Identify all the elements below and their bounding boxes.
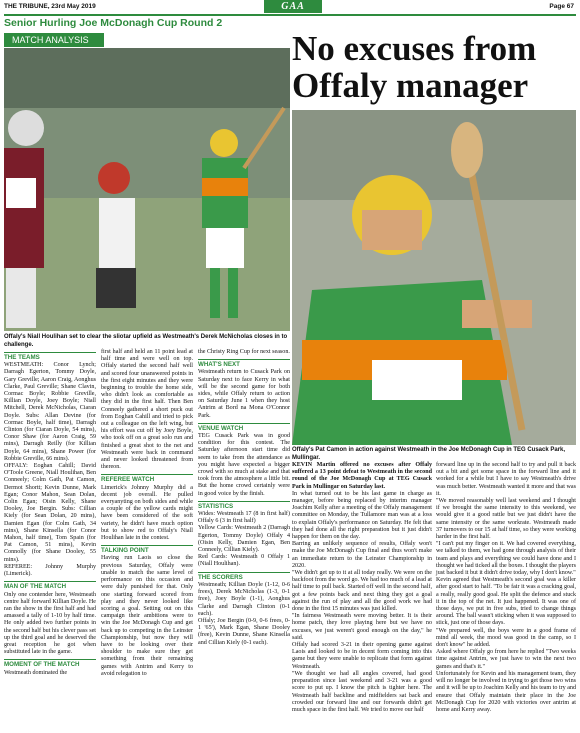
article-p9: "I can't put my finger on it. We had covered everything, we talked to them, we had gone through analysis of their team and plays and everything we could have done and I thought we had ticked all the boxes. I thought the players just backed it but it didn't drive today, why I don't know." (436, 541, 576, 577)
whats-next-text: Westmeath return to Cusack Park on Saturday next to face Kerry in what will be the second game for both sides, while Offaly return to action on Saturday June 1 when they host Antrim at Bord na Mona O'Connor Park. (198, 369, 290, 419)
right-photo-caption: Offaly's Pat Camon in action against Westmeath in the Joe McDonagh Cup in TEG Cusack Park, Mullingar. (292, 447, 566, 461)
offaly-team: OFFALY: Eoghan Cahill; David O'Toole Greene, Niall Houlihan, Ben Conneely; Colm Gath, Pat Camon, Dermot Shortt; Kevin Dunne, Mark Egan; Conor Mahon, Sean Dolan, Colin Egan; Oisin Kelly, Shane Dooley, Joe Bergin. Subs: Cillian Kiely (for Sean Dolan, 20 mins), Damien Egan (for Colm Gath, 34 mins), Shane Kinsella (for Conor Mahon, half time), Tom Spain (for Pat Camon, 51 mins), Kevin Connolly (for Shane Dooley, 55 mins). (4, 463, 96, 563)
article-p10: Kevin agreed that Westmeath's second goal was a killer after good start to half. "To be fair it was a cracking goal, a really, really good goal. He split the defence and stuck it in the top of the net. It just happened. It was one of those days, we put in five subs, tried to change things around. The ball wasn't sticking when it was supposed to stick, just one of those days. (436, 577, 576, 627)
column-1 (4, 349, 96, 677)
section-title (4, 17, 222, 29)
column-5 (436, 462, 576, 714)
column-2 (101, 349, 193, 678)
article-p12: Asked where Offaly go from here he replied "Two weeks time against Antrim, we just have to win the next two games and that's it." (436, 649, 576, 670)
venue-watch-text: TEG Cusack Park was in good condition for this contest. The Saturday afternoon start time did seem to take from the attendance as you might have expected a bigger crowd with so much at stake and that took from the atmosphere a little bit. But the home crowd certainly were in good voice by the finish. (198, 433, 290, 497)
westmeath-scorers: Westmeath; Killian Doyle (1-12, 0-6 frees), Derek McNicholas (1-3, 0-1 free), Joey Boyle (1-1), Aonghus Clarke and Darragh Clinton (0-1 each). (198, 581, 290, 617)
right-photo (292, 110, 576, 445)
article-p7: forward line up in the second half to try and pull it back out a bit and get some space in the forward line and it worked for a while but I have to say Westmeath's drive was much better. Westmeath wanted it more and that was it. (436, 462, 576, 497)
article-p4: "In fairness Westmeath were moving better. It is their home patch, they love playing here but we have no excuses, we just weren't good enough on the day," he said. (292, 613, 432, 641)
article-p13: Unfortunately for Kevin and his management team, they will no longer be involved in trying to get those two wins and it will be up to Joachim Kelly and his team to try and ensure that Offaly maintain their place in the Joe McDonagh Cup for 2020 with victories over antrim at home and Kerry away. (436, 670, 576, 713)
yellow-cards-text: Yellow Cards: Westmeath 2 (Darragh Egerton, Tommy Doyle) Offaly 4 (Oisin Kelly, Damien Egan, Ben Conneely, Cillian Kiely). (198, 525, 290, 554)
whats-next-heading: WHAT'S NEXT (198, 359, 290, 368)
teams-heading: THE TEAMS (4, 352, 96, 361)
referee-line: REFEREE: Johnny Murphy (Limerick). (4, 563, 96, 578)
left-photo (4, 48, 290, 331)
talking-point-text: Having run Laois so close the previous Saturday, Offaly were unable to match the same level of performance on this occasion and were duly punished for that. Only one starting forward scored from play and they never looked like scoring a goal. Setting out on this campaign their ambitions were to win the Joe McDonagh Cup and get back up to competing in the Leinster Championship, but now they will have to be looking over their shoulder to make sure they get something from their remaining games with Antrim and Kerry to avoid relegation to (101, 555, 193, 677)
red-cards-text: Red Cards: Westmeath 0 Offaly 1 (Niall Houlihan). (198, 554, 290, 568)
talking-point-cont: the Christy Ring Cup for next season. (198, 349, 290, 355)
publication-date: THE TRIBUNE, 23rd May 2019 (4, 3, 96, 10)
left-photo-caption: Offaly's Niall Houlihan set to clear the sliotar upfield as Westmeath's Derek McNicholas closes in to challenge. (4, 334, 288, 348)
moment-heading: MOMENT OF THE MATCH (4, 659, 96, 668)
referee-watch-heading: REFEREE WATCH (101, 474, 193, 483)
article-lead: KEVIN Martin offered no excuses after Offaly suffered a 13 point defeat to Westmeath in the second round of the Joe McDonagh Cup at TEG Cusack Park in Mullingar on Saturday last. (292, 462, 432, 490)
article-p3: "We didn't get up to it at all today really. We were on the backfoot from the word go. We had too much of a lead at half time to pull back. Started off well in the second half, got a few points back and next thing they got a goal against the run of play and all the good work we had done in the first 15 minutes was just killed. (292, 570, 432, 613)
section-competition: Joe McDonagh Cup Round 2 (79, 17, 223, 29)
article-p5: Offaly had scored 3-21 in their opening game against Laois and looked to be in decent form coming into this game but they were unable to replicate that form against Westmeath. (292, 642, 432, 670)
talking-point-heading: TALKING POINT (101, 545, 193, 554)
referee-watch-text: Limerick's Johnny Murphy did a decent job overall. He pulled everyanyting on both sides and while a couple of the yellow cards might have been considered of the soft variety, he didn't have much option but to show red to Offaly's Niall Houlihan late in the contest. (101, 484, 193, 542)
column-4 (292, 462, 432, 714)
column-3 (198, 349, 290, 647)
moment-text: Westmeath dominated the (4, 669, 68, 676)
hurling-photo-left (4, 48, 290, 331)
article-p8: "We moved reasonably well last weekend and I thought if we brought the same intensity to this weekend, we would give it a good rattle but we just didn't have the same intensity or the same workrate. Westmeath made 37 turnovers to our 15 at half time, so they were working harder in the first half. (436, 498, 576, 541)
offaly-scorers: Offaly; Joe Bergin (0-9, 0-6 frees, 0-1 '65'), Mark Egan, Shane Dooley (free), Kevin Dunne, Shane Kinsella and Cillian Kiely (0-1 each). (198, 617, 290, 646)
section-badge: GAA (264, 0, 322, 13)
article-p2: Barring an unlikely sequence of results, Offaly won't make the Joe McDonagh Cup final and thus won't make an immediate return to the Leinster Championship in 2020. (292, 541, 432, 569)
westmeath-team: WESTMEATH: Conor Lynch; Darragh Egerton, Tommy Doyle, Gary Greville; Aaron Craig, Aonghus Clarke, Paul Greville; Shane Clavin, Cormac Boyle; Robbie Greville, Killian Doyle, Joey Boyle; Niall Mitchell, Derek McNicholas, Ciaran Doyle. Subs: Allan Devine (for Cormac Boyle, half time), Darragh Clinton (for Ciaran Doyle, 54 mins), Conor Shaw (for Aaron Craig, 59 mins), Darragh Reilly (for Killian Doyle, 64 mins), Shane Power (for Robbie Greville, 66 mins). (4, 362, 96, 462)
man-of-match-text: Only one contender here, Westmeath centre half forward Killian Doyle. He ran the show in the first half and had amassed a tally of 1-10 by half time. He only added two further points in the second half but his clever pass set up the third goal and he deserved the great reception he got when substituted late in the game. (4, 591, 96, 656)
article-p11: "We prepared well, the boys were in a good frame of mind all week, the mood was good in the camp, so I don't know" he added. (436, 627, 576, 649)
article-p6: "We thought we had all angles covered, had good preparation since last weekend and 3-21 was a good score to put up. I know the pitch is tighter here. The Westmeath half backline and midfielders sat back and crowded our forward line and our forwards didn't get much space in the first half. We tried to move our half (292, 670, 432, 713)
wides-text: Wides: Westmeath 17 (8 in first half) Offaly 6 (3 in first half) (198, 511, 290, 525)
moment-text-cont: first half and held an 11 point lead at half time and were well on top. Offaly started the second half well and scored four unanswered points in the first eight minutes and they were beginning to trouble the home side, who didn't look as comfortable as they did in the first half. Then Ben Conneely gathered a short puck out from Eoghan Cahill and tried to pick out a colleague on the left wing, but his effort was cut off by Joey Boyle, who took off on a great solo run and finished a great shot to the net and Westmeath were back in command and never looked threatened from thereon. (101, 349, 193, 471)
section-sport: Senior Hurling (4, 17, 77, 29)
page-number: Page 67 (549, 3, 574, 10)
header-rule (4, 14, 576, 16)
hurling-photo-right (292, 110, 576, 445)
match-analysis-tag: MATCH ANALYSIS (4, 33, 104, 47)
statistics-heading: STATISTICS (198, 501, 290, 510)
page-header (0, 0, 580, 14)
scorers-heading: THE SCORERS (198, 572, 290, 581)
man-of-match-heading: MAN OF THE MATCH (4, 581, 96, 590)
article-p1: In what turned out to be his last game in charge as manager, before being replaced by interim manager Joachim Kelly after a meeting of the Offaly management committee on Monday, the Tullamore man was at a loss to explain Offaly's performance on Saturday. He felt that they had done all the right preparation but it just didn't happen for them on the day. (292, 490, 432, 541)
headline: No excuses from Offaly manager (292, 29, 537, 105)
venue-watch-heading: VENUE WATCH (198, 423, 290, 432)
